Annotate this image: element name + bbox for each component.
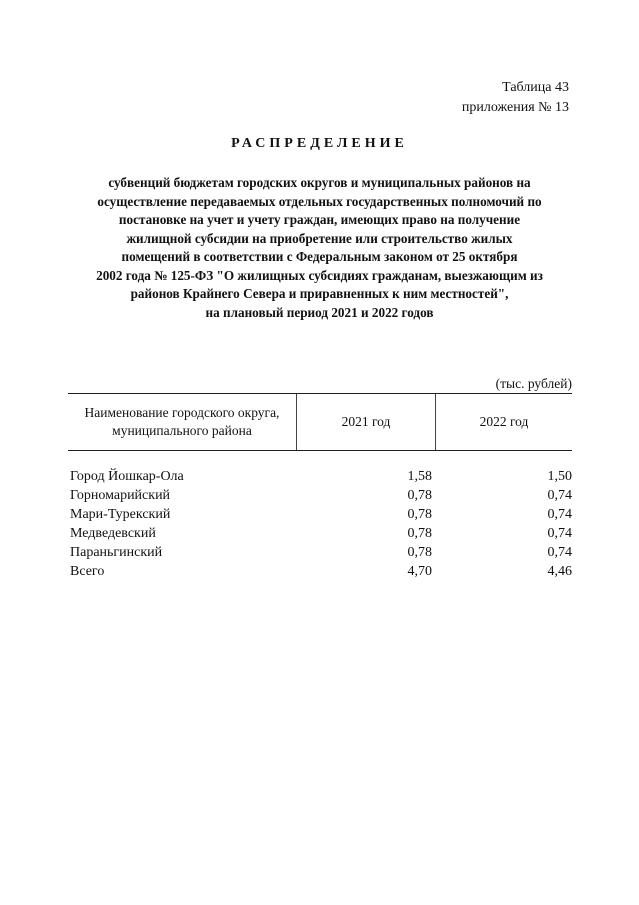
table-number: Таблица 43 xyxy=(502,80,569,95)
subtitle-line: субвенций бюджетам городских округов и муниципальных районов на xyxy=(108,175,531,190)
subtitle-line: осуществление передаваемых отдельных государственных полномочий по xyxy=(97,193,542,209)
row-value-2022: 1,50 xyxy=(547,469,572,484)
table-body xyxy=(70,467,572,581)
subtitle-line: помещений в соответствии с Федеральным законом от 25 октября xyxy=(121,249,518,264)
header-name-line1: Наименование городского округа, xyxy=(84,405,280,420)
subtitle-line: постановке на учет и учету граждан, имеющих право на получение xyxy=(118,212,521,227)
table-row xyxy=(70,467,572,486)
appendix-number: приложения № 13 xyxy=(461,100,569,115)
table-row xyxy=(70,524,572,543)
table-row xyxy=(70,543,572,562)
subtitle-line: районов Крайнего Севера и приравненных к ним местностей", xyxy=(130,286,509,301)
table-header xyxy=(68,393,572,451)
table-row xyxy=(70,486,572,505)
row-value-2022: 0,74 xyxy=(547,545,572,560)
header-name-line2: муниципального района xyxy=(112,423,252,438)
row-value-2021: 4,70 xyxy=(407,564,432,579)
row-value-2022: 0,74 xyxy=(547,507,572,522)
row-value-2021: 0,78 xyxy=(407,488,432,503)
row-name: Город Йошкар-Ола xyxy=(70,469,184,484)
row-value-2021: 0,78 xyxy=(407,545,432,560)
row-name: Горномарийский xyxy=(70,488,171,503)
row-value-2021: 0,78 xyxy=(407,507,432,522)
subtitle-line: 2002 года № 125-ФЗ "О жилищных субсидиях гражданам, выезжающим из xyxy=(96,267,543,283)
subtitle-line: жилищной субсидии на приобретение или строительство жилых xyxy=(126,230,513,246)
row-value-2022: 4,46 xyxy=(547,564,572,579)
row-name: Медведевский xyxy=(70,526,156,541)
document-title: РАСПРЕДЕЛЕНИЕ xyxy=(231,136,408,151)
header-year-2022: 2022 год xyxy=(479,414,529,429)
row-value-2021: 0,78 xyxy=(407,526,432,541)
row-name: Всего xyxy=(70,564,105,579)
row-value-2022: 0,74 xyxy=(547,488,572,503)
table-row-total xyxy=(70,562,572,581)
document-subtitle xyxy=(64,174,575,322)
row-value-2021: 1,58 xyxy=(407,469,432,484)
row-value-2022: 0,74 xyxy=(547,526,572,541)
table-reference xyxy=(462,78,569,118)
subtitle-line: на плановый период 2021 и 2022 годов xyxy=(205,304,434,320)
row-name: Мари-Турекский xyxy=(70,507,171,522)
header-name-column xyxy=(68,394,297,450)
units-label: (тыс. рублей) xyxy=(495,376,572,391)
header-year-2021: 2021 год xyxy=(297,394,436,450)
table-row xyxy=(70,505,572,524)
row-name: Параньгинский xyxy=(70,545,163,560)
